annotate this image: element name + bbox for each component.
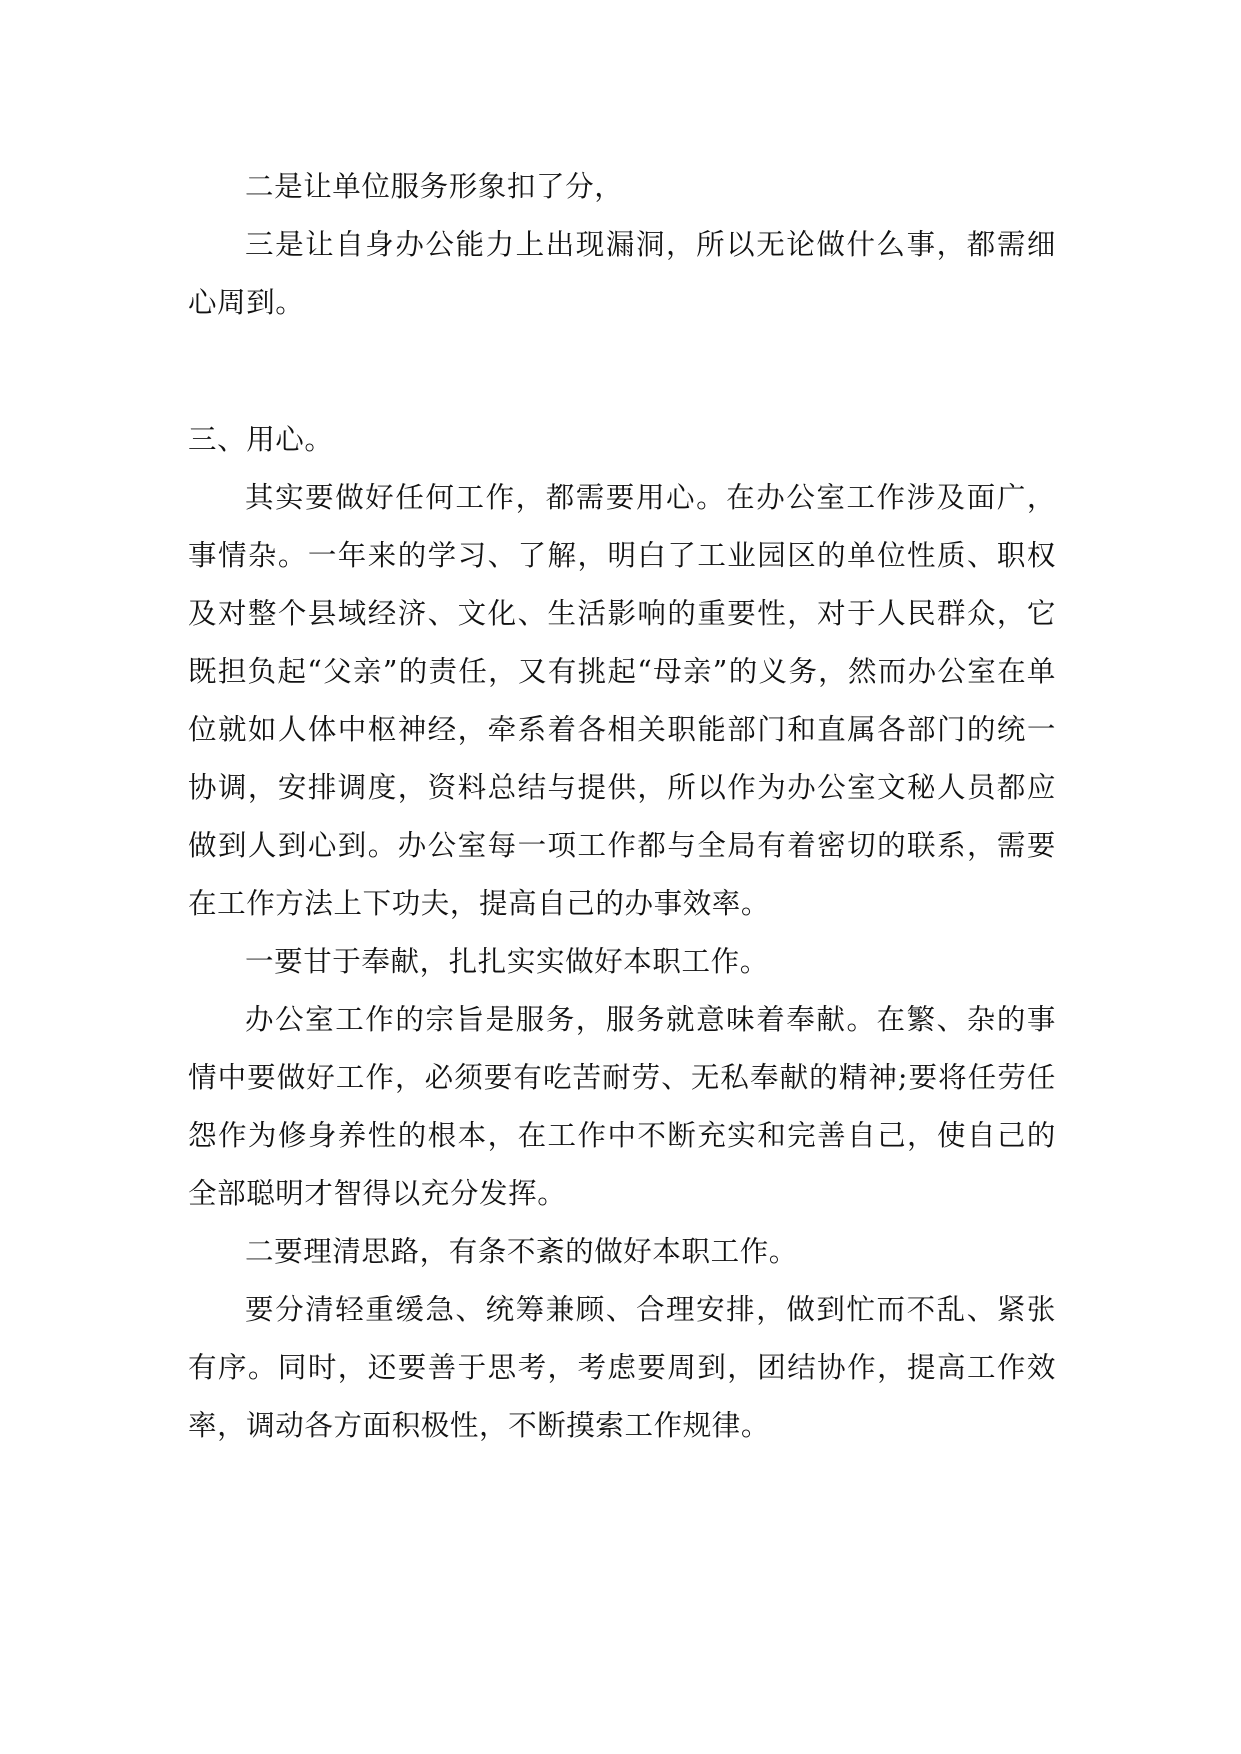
document-page xyxy=(188,158,1056,1455)
section-heading-yongxin: 三、用心。 xyxy=(188,423,334,456)
paragraph-dedication-body: 办公室工作的宗旨是服务，服务就意味着奉献。在繁、杂的事情中要做好工作，必须要有吃苦耐劳、无私奉献的精神;要将任劳任怨作为修身养性的根本，在工作中不断充实和完善自己，使自己的全部聪明才智得以充分发挥。 xyxy=(188,1003,1056,1210)
subheading-clear-thinking: 二要理清思路，有条不紊的做好本职工作。 xyxy=(245,1235,798,1268)
paragraph-point-three: 三是让自身办公能力上出现漏洞，所以无论做什么事，都需细心周到。 xyxy=(188,228,1056,319)
subheading-dedication: 一要甘于奉献，扎扎实实做好本职工作。 xyxy=(245,945,769,978)
paragraph-clear-thinking-body: 要分清轻重缓急、统筹兼顾、合理安排，做到忙而不乱、紧张有序。同时，还要善于思考，考虑要周到，团结协作，提高工作效率，调动各方面积极性，不断摸索工作规律。 xyxy=(188,1293,1056,1442)
paragraph-point-two: 二是让单位服务形象扣了分， xyxy=(245,170,624,203)
paragraph-body-intro: 其实要做好任何工作，都需要用心。在办公室工作涉及面广，事情杂。一年来的学习、了解，明白了工业园区的单位性质、职权及对整个县域经济、文化、生活影响的重要性，对于人民群众，它既担负起“父亲”的责任，又有挑起“母亲”的义务，然而办公室在单位就如人体中枢神经，牵系着各相关职能部门和直属各部门的统一协调，安排调度，资料总结与提供，所以作为办公室文秘人员都应做到人到心到。办公室每一项工作都与全局有着密切的联系，需要在工作方法上下功夫，提高自己的办事效率。 xyxy=(188,481,1056,920)
